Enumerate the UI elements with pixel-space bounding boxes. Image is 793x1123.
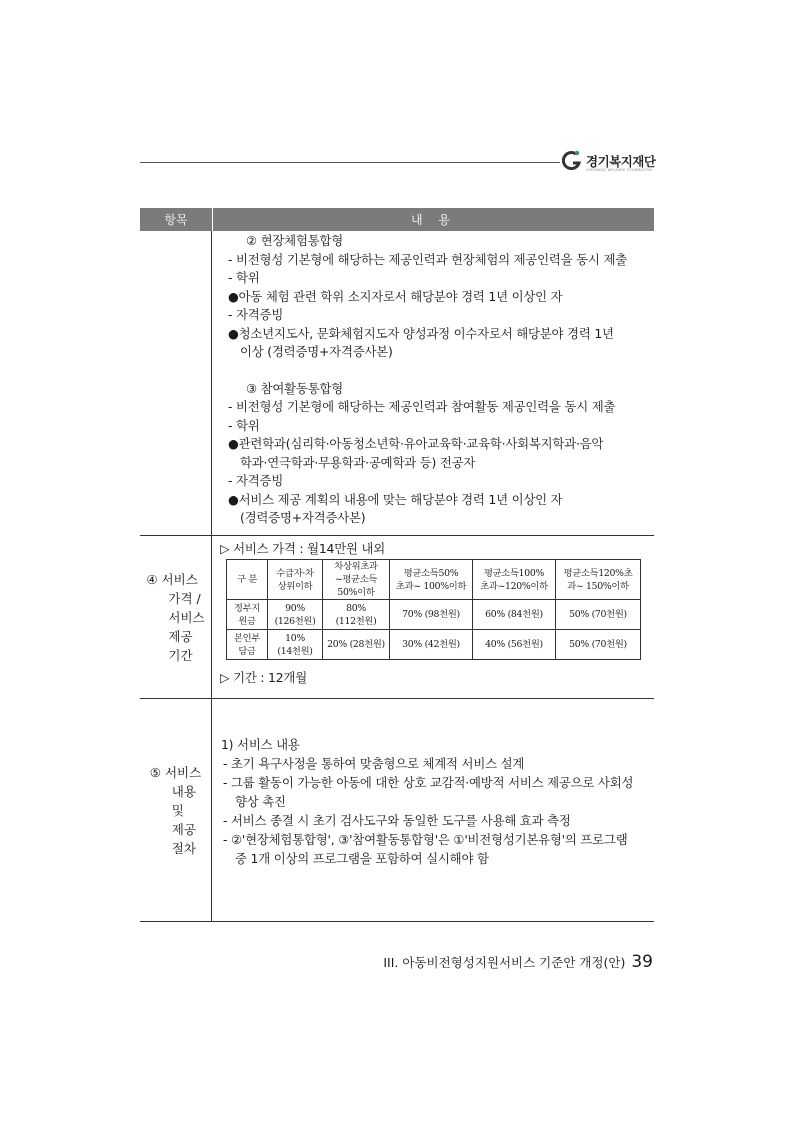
content-line: ●서비스 제공 계획의 내용에 맞는 해당분야 경력 1년 이상인 자 [228, 491, 563, 507]
content-line: 학과·연극학과·무용학과·공예학과 등) 전공자 [240, 454, 476, 470]
cost-cell: 90% (126천원) [268, 600, 323, 630]
table-row-staff [140, 231, 654, 536]
content-line: - 자격증빙 [228, 307, 284, 322]
logo-subtext: GYEONGGI WELFARE FOUNDATION [586, 168, 652, 172]
table-header-row [140, 208, 654, 231]
header-item: 항목 [140, 208, 213, 231]
content-line: 중 1개 이상의 프로그램을 포함하여 실시해야 함 [235, 851, 489, 866]
content-line: (경력증명+자격증사본) [240, 510, 366, 525]
content-line: - 자격증빙 [228, 473, 284, 488]
page-number: 39 [631, 952, 653, 972]
cost-cell: 50% (70천원) [556, 630, 641, 660]
cost-header-cell: 차상위초과 ~평균소득 50%이하 [323, 560, 390, 600]
content-line: - ②'현장체험통합형', ③'참여활동통합형'은 ①'비전형성기본유형'의 프로그램 [223, 832, 628, 847]
cost-header-cell: 평균소득100% 초과~120%이하 [473, 560, 556, 600]
logo-text: 경기복지재단 [586, 154, 656, 169]
label-line: ④ 서비스 [146, 571, 198, 587]
price-line: ▷ 서비스 가격 : 월14만원 내외 [220, 541, 386, 556]
row-label-price [140, 536, 212, 698]
cost-cell: 10% (14천원) [268, 630, 323, 660]
content-line: - 비전형성 기본형에 해당하는 제공인력과 참여활동 제공인력을 동시 제출 [228, 399, 616, 414]
label-line: 기간 [168, 647, 193, 663]
cost-share-table [226, 559, 641, 660]
content-line: ③ 참여활동통합형 [246, 380, 344, 396]
label-line: 절차 [171, 840, 196, 856]
content-line: - 학위 [228, 417, 260, 433]
cost-cell: 60% (84천원) [473, 600, 556, 630]
chapter-title: III. 아동비전형성지원서비스 기준안 개정(안) [383, 955, 626, 970]
content-line: - 그룹 활동이 가능한 아동에 대한 상호 교감적·예방적 서비스 제공으로 사회성 [223, 775, 634, 790]
cost-cell: 본인부 담금 [227, 630, 268, 660]
content-line: - 초기 욕구사정을 통하여 맞춤형으로 체계적 서비스 설계 [223, 756, 525, 771]
label-line: 서비스 [168, 609, 205, 625]
cost-cell: 70% (98천원) [390, 600, 473, 630]
cost-cell: 20% (28천원) [323, 630, 390, 660]
content-line: ●아동 체험 관련 학위 소지자로서 해당분야 경력 1년 이상인 자 [228, 288, 563, 304]
content-line: - 서비스 종결 시 초기 검사도구와 동일한 도구를 사용해 효과 측정 [223, 813, 571, 828]
cost-header-cell: 수급자·차 상위이하 [268, 560, 323, 600]
cost-cell: 50% (70천원) [556, 600, 641, 630]
content-line: ●관련학과(심리학·아동청소년학·유아교육학·교육학·사회복지학과·음악 [228, 436, 604, 451]
table-row-price [140, 536, 654, 699]
content-line: 1) 서비스 내용 [221, 737, 300, 752]
spacer [226, 362, 654, 380]
row-label-procedure [140, 699, 212, 921]
cost-header-cell: 구 분 [227, 560, 268, 600]
cost-header-cell: 평균소득120%초 과~ 150%이하 [556, 560, 641, 600]
label-line: 제공 [168, 628, 193, 644]
content-line: ●청소년지도사, 문화체험지도자 양성과정 이수자로서 해당분야 경력 1년 [228, 325, 614, 341]
table-row-procedure [140, 699, 654, 922]
label-line: ⑤ 서비스 [149, 764, 202, 780]
foundation-logo [562, 148, 662, 178]
header-rule [140, 162, 560, 163]
cost-cell: 80% (112천원) [323, 600, 390, 630]
label-line: 가격 / [168, 590, 201, 606]
content-line: - 비전형성 기본형에 해당하는 제공인력과 현장체험의 제공인력을 동시 제출 [228, 251, 628, 267]
logo-mark-icon [562, 150, 582, 172]
period-line: ▷ 기간 : 12개월 [220, 670, 307, 685]
label-line: 및 [171, 802, 184, 818]
label-line: 내용 [171, 783, 196, 799]
cost-cell: 정부지 원금 [227, 600, 268, 630]
cost-cell: 40% (56천원) [473, 630, 556, 660]
header-content: 내 용 [411, 213, 456, 227]
row-content-procedure [212, 699, 654, 921]
cost-cell: 30% (42천원) [390, 630, 473, 660]
criteria-table [140, 208, 654, 922]
page-footer [383, 952, 653, 972]
cost-header-cell: 평균소득50% 초과~ 100%이하 [390, 560, 473, 600]
content-line: - 학위 [228, 270, 260, 285]
row-content-price [212, 536, 654, 698]
label-line: 제공 [171, 821, 196, 837]
content-line: ② 현장체험통합형 [246, 233, 344, 248]
row-content-staff [212, 231, 654, 535]
content-line: 이상 (경력증명+자격증사본) [240, 344, 393, 359]
row-label-empty [140, 231, 212, 535]
content-line: 향상 촉진 [235, 794, 286, 809]
